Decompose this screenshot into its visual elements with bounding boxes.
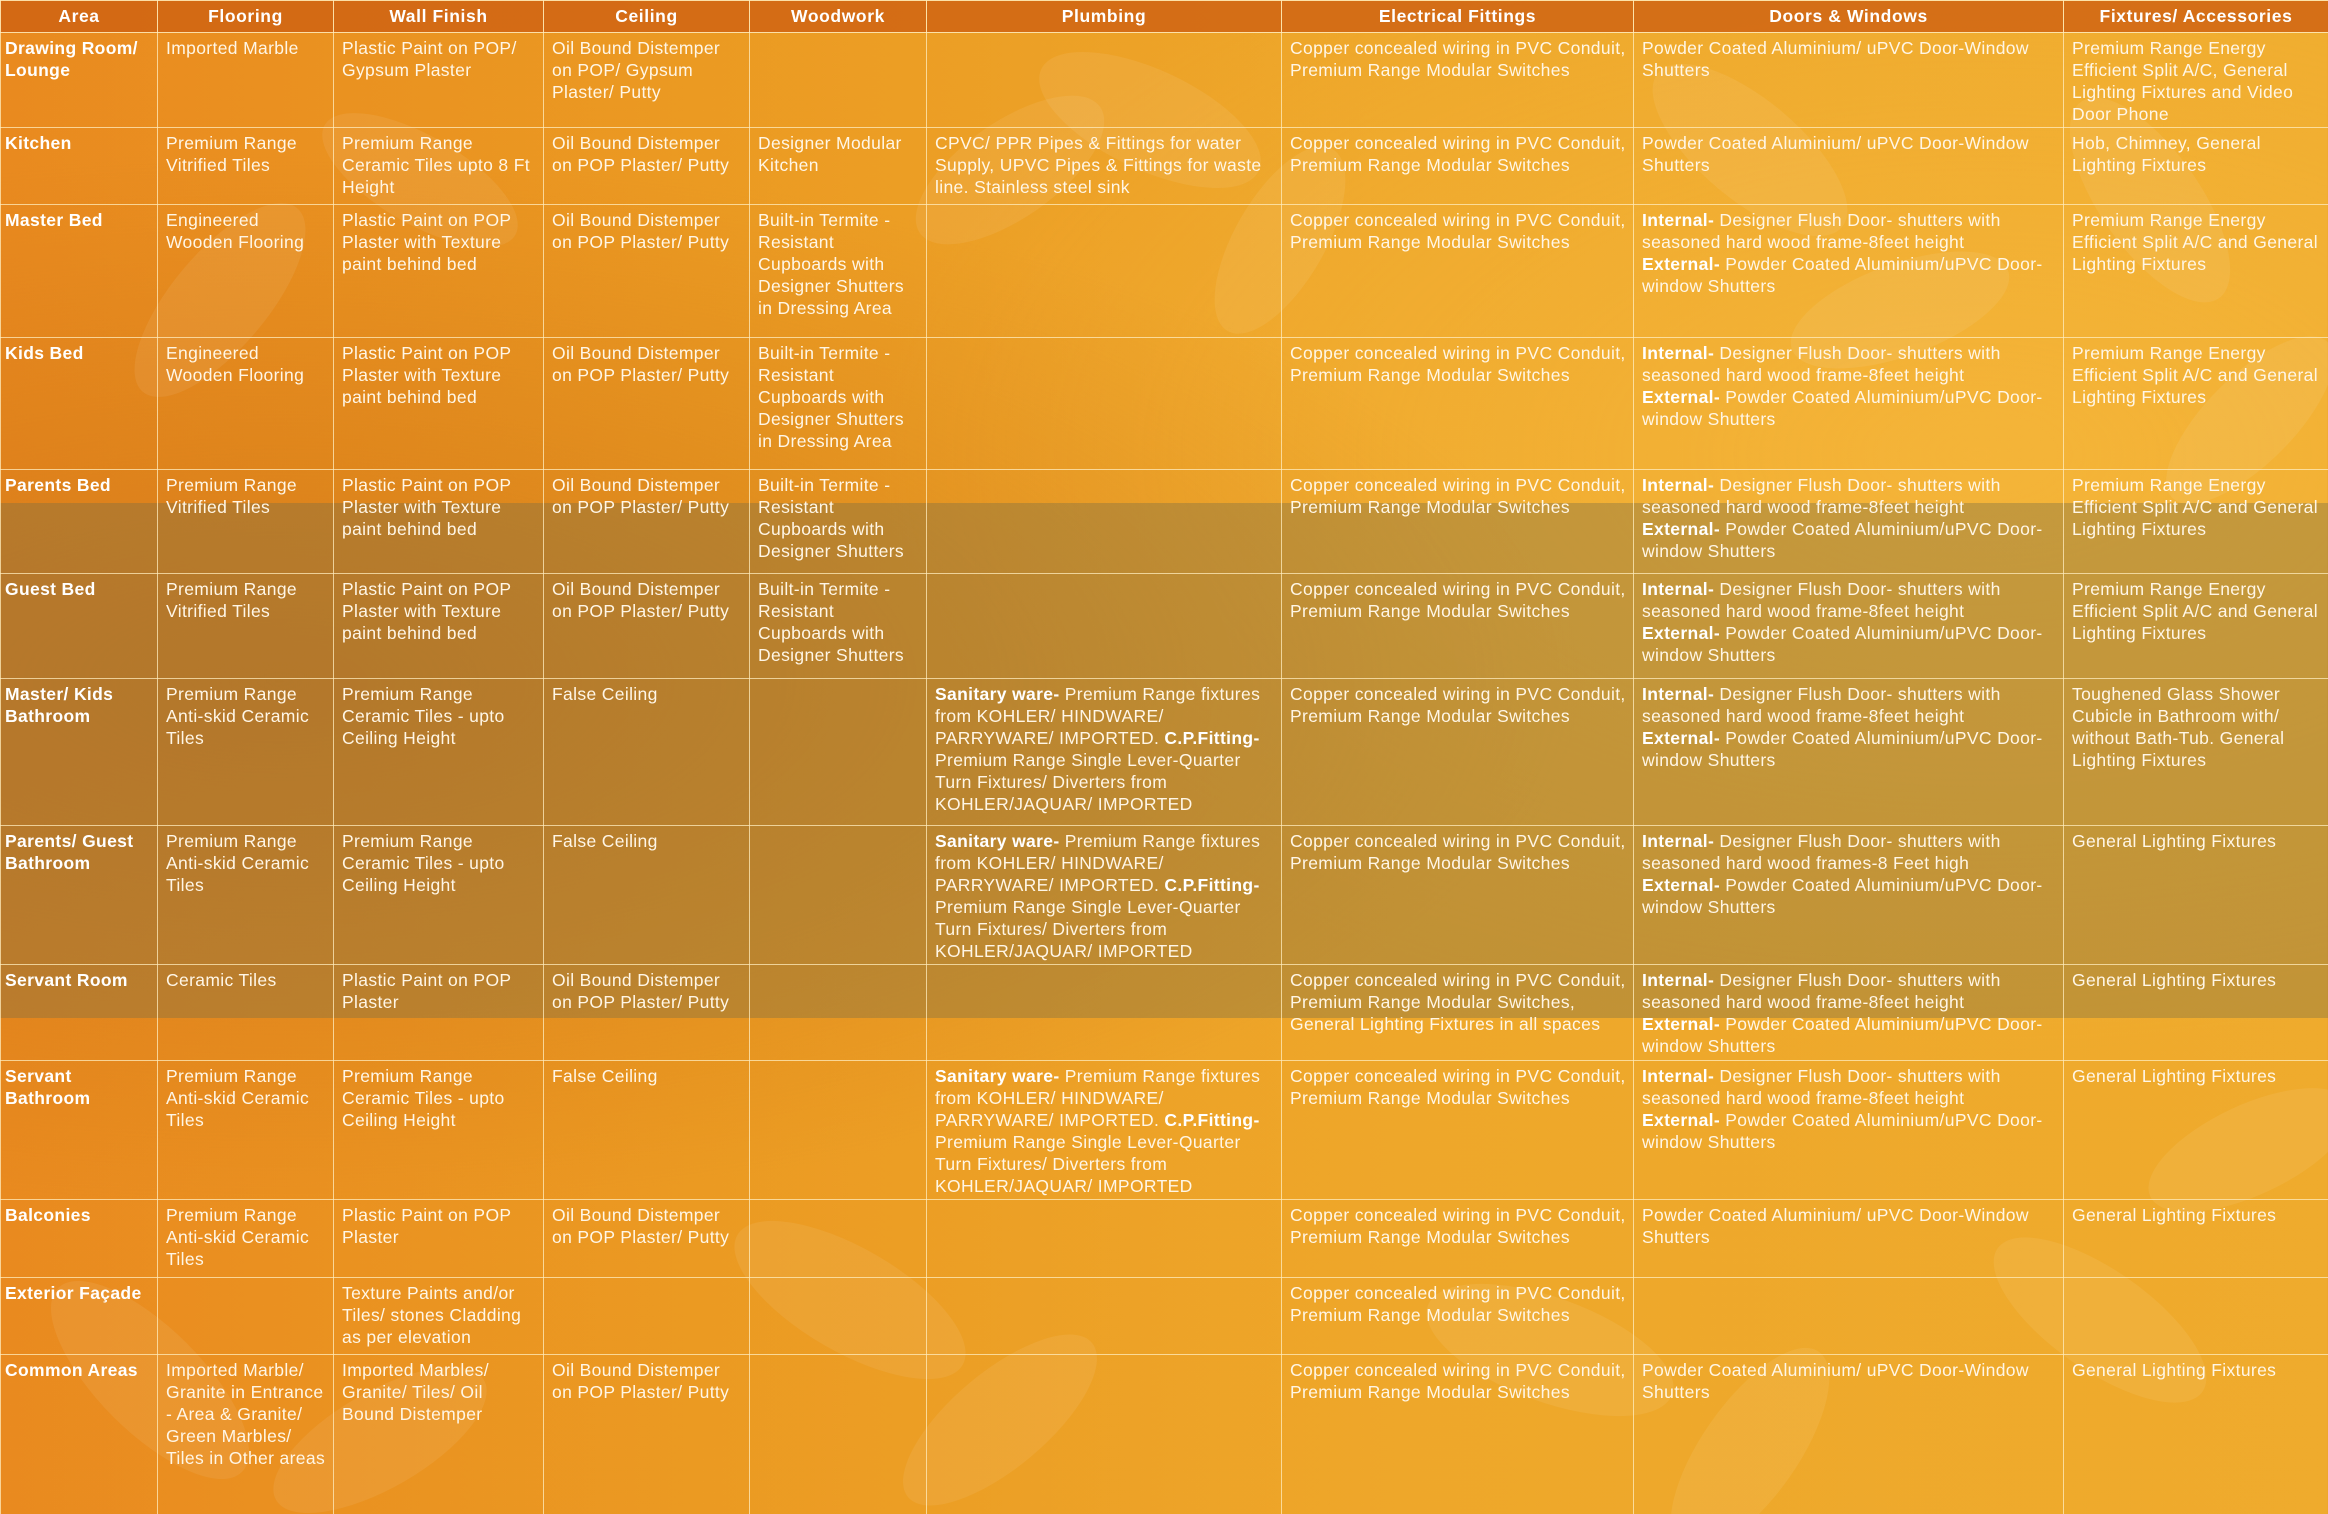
doors-text: Powder Coated Aluminium/uPVC Door-window Shutters (1642, 623, 2043, 665)
doors-label: Internal- (1642, 475, 1715, 495)
ceiling-cell: Oil Bound Distemper on POP Plaster/ Putty (544, 338, 750, 470)
doors-label: Internal- (1642, 343, 1715, 363)
doors-text: Powder Coated Aluminium/uPVC Door-window Shutters (1642, 387, 2043, 429)
area-cell: Parents/ Guest Bathroom (1, 826, 158, 965)
doors-label: External- (1642, 875, 1721, 895)
area-cell: Master/ Kids Bathroom (1, 679, 158, 826)
plumbing-cell (927, 574, 1282, 679)
woodwork-cell: Built-in Termite - Resistant Cupboards with Designer Shutters in Dressing Area (750, 205, 927, 338)
electrical-cell: Copper concealed wiring in PVC Conduit, Premium Range Modular Switches (1282, 1061, 1634, 1200)
table-row (1, 470, 2328, 574)
ceiling-cell: Oil Bound Distemper on POP/ Gypsum Plaster/ Putty (544, 33, 750, 128)
table-row (1, 205, 2328, 338)
flooring-cell: Ceramic Tiles (158, 965, 334, 1061)
area-cell: Guest Bed (1, 574, 158, 679)
table-row (1, 1278, 2328, 1355)
table-row (1, 574, 2328, 679)
header-electrical-fittings: Electrical Fittings (1282, 1, 1634, 33)
area-cell: Exterior Façade (1, 1278, 158, 1355)
table-row (1, 128, 2328, 205)
doors-windows-cell (1634, 1355, 2064, 1514)
wall-finish-cell: Plastic Paint on POP Plaster with Texture paint behind bed (334, 338, 544, 470)
wall-finish-cell: Premium Range Ceramic Tiles - upto Ceiling Height (334, 679, 544, 826)
electrical-cell: Copper concealed wiring in PVC Conduit, Premium Range Modular Switches (1282, 338, 1634, 470)
doors-text: Powder Coated Aluminium/ uPVC Door-Window Shutters (1642, 133, 2029, 175)
wall-finish-cell: Plastic Paint on POP Plaster with Texture paint behind bed (334, 574, 544, 679)
ceiling-cell: False Ceiling (544, 826, 750, 965)
flooring-cell: Premium Range Vitrified Tiles (158, 574, 334, 679)
electrical-cell: Copper concealed wiring in PVC Conduit, Premium Range Modular Switches (1282, 470, 1634, 574)
ceiling-cell: Oil Bound Distemper on POP Plaster/ Putty (544, 205, 750, 338)
header-doors-windows: Doors & Windows (1634, 1, 2064, 33)
fixtures-cell: Toughened Glass Shower Cubicle in Bathroom with/ without Bath-Tub. General Lighting Fixtures (2064, 679, 2328, 826)
plumbing-cell (927, 33, 1282, 128)
wall-finish-cell: Imported Marbles/ Granite/ Tiles/ Oil Bound Distemper (334, 1355, 544, 1514)
electrical-cell: Copper concealed wiring in PVC Conduit, Premium Range Modular Switches (1282, 33, 1634, 128)
plumbing-label: C.P.Fitting- (1164, 1110, 1260, 1130)
plumbing-cell (927, 338, 1282, 470)
wall-finish-cell: Plastic Paint on POP Plaster (334, 1200, 544, 1278)
fixtures-cell: Premium Range Energy Efficient Split A/C, General Lighting Fixtures and Video Door Phone (2064, 33, 2328, 128)
wall-finish-cell: Plastic Paint on POP/ Gypsum Plaster (334, 33, 544, 128)
plumbing-text: Premium Range Single Lever-Quarter Turn Fixtures/ Diverters from KOHLER/JAQUAR/ IMPORTED (935, 750, 1241, 814)
electrical-cell: Copper concealed wiring in PVC Conduit, Premium Range Modular Switches, General Lighting Fixtures in all spaces (1282, 965, 1634, 1061)
ceiling-cell: Oil Bound Distemper on POP Plaster/ Putty (544, 1355, 750, 1514)
ceiling-cell: False Ceiling (544, 679, 750, 826)
header-fixtures-accessories: Fixtures/ Accessories (2064, 1, 2328, 33)
doors-windows-cell (1634, 679, 2064, 826)
table-row (1, 33, 2328, 128)
fixtures-cell: General Lighting Fixtures (2064, 1200, 2328, 1278)
plumbing-cell (927, 1278, 1282, 1355)
table-row (1, 679, 2328, 826)
table-row (1, 1061, 2328, 1200)
electrical-cell: Copper concealed wiring in PVC Conduit, Premium Range Modular Switches (1282, 1355, 1634, 1514)
header-row (1, 1, 2328, 33)
wall-finish-cell: Plastic Paint on POP Plaster with Texture paint behind bed (334, 470, 544, 574)
area-cell: Kitchen (1, 128, 158, 205)
header-wall-finish: Wall Finish (334, 1, 544, 33)
ceiling-cell: False Ceiling (544, 1061, 750, 1200)
wall-finish-cell: Premium Range Ceramic Tiles - upto Ceiling Height (334, 826, 544, 965)
flooring-cell: Imported Marble (158, 33, 334, 128)
doors-windows-cell (1634, 574, 2064, 679)
area-cell: Drawing Room/ Lounge (1, 33, 158, 128)
flooring-cell: Engineered Wooden Flooring (158, 205, 334, 338)
doors-text: Designer Flush Door- shutters with seasoned hard wood frame-8feet height (1642, 684, 2001, 726)
electrical-cell: Copper concealed wiring in PVC Conduit, Premium Range Modular Switches (1282, 1278, 1634, 1355)
plumbing-cell (927, 965, 1282, 1061)
flooring-cell: Premium Range Anti-skid Ceramic Tiles (158, 826, 334, 965)
plumbing-cell (927, 1061, 1282, 1200)
wall-finish-cell: Texture Paints and/or Tiles/ stones Cladding as per elevation (334, 1278, 544, 1355)
doors-text: Designer Flush Door- shutters with seasoned hard wood frames-8 Feet high (1642, 831, 2001, 873)
ceiling-cell: Oil Bound Distemper on POP Plaster/ Putty (544, 965, 750, 1061)
doors-windows-cell (1634, 128, 2064, 205)
doors-text: Powder Coated Aluminium/uPVC Door-window Shutters (1642, 1110, 2043, 1152)
header-woodwork: Woodwork (750, 1, 927, 33)
wall-finish-cell: Plastic Paint on POP Plaster with Texture paint behind bed (334, 205, 544, 338)
plumbing-cell (927, 1355, 1282, 1514)
flooring-cell: Premium Range Anti-skid Ceramic Tiles (158, 1200, 334, 1278)
fixtures-cell: General Lighting Fixtures (2064, 1355, 2328, 1514)
plumbing-label: Sanitary ware- (935, 684, 1060, 704)
fixtures-cell: Premium Range Energy Efficient Split A/C and General Lighting Fixtures (2064, 574, 2328, 679)
wall-finish-cell: Premium Range Ceramic Tiles upto 8 Ft Height (334, 128, 544, 205)
doors-text: Powder Coated Aluminium/uPVC Door-window Shutters (1642, 1014, 2043, 1056)
doors-text: Designer Flush Door- shutters with seasoned hard wood frame-8feet height (1642, 579, 2001, 621)
doors-label: Internal- (1642, 1066, 1715, 1086)
header-area: Area (1, 1, 158, 33)
doors-windows-cell (1634, 1200, 2064, 1278)
doors-label: Internal- (1642, 970, 1715, 990)
electrical-cell: Copper concealed wiring in PVC Conduit, Premium Range Modular Switches (1282, 1200, 1634, 1278)
woodwork-cell (750, 1200, 927, 1278)
flooring-cell: Premium Range Vitrified Tiles (158, 128, 334, 205)
ceiling-cell: Oil Bound Distemper on POP Plaster/ Putty (544, 470, 750, 574)
electrical-cell: Copper concealed wiring in PVC Conduit, Premium Range Modular Switches (1282, 679, 1634, 826)
area-cell: Balconies (1, 1200, 158, 1278)
doors-text: Designer Flush Door- shutters with seasoned hard wood frame-8feet height (1642, 970, 2001, 1012)
plumbing-text: Premium Range fixtures from KOHLER/ HINDWARE/ PARRYWARE/ IMPORTED. (935, 1066, 1261, 1130)
doors-windows-cell (1634, 470, 2064, 574)
doors-text: Powder Coated Aluminium/uPVC Door-window Shutters (1642, 254, 2043, 296)
flooring-cell: Engineered Wooden Flooring (158, 338, 334, 470)
plumbing-text: Premium Range Single Lever-Quarter Turn Fixtures/ Diverters from KOHLER/JAQUAR/ IMPORTED (935, 897, 1241, 961)
table-row (1, 1355, 2328, 1514)
doors-label: External- (1642, 254, 1721, 274)
woodwork-cell (750, 965, 927, 1061)
doors-label: External- (1642, 1110, 1721, 1130)
woodwork-cell (750, 33, 927, 128)
woodwork-cell: Designer Modular Kitchen (750, 128, 927, 205)
ceiling-cell (544, 1278, 750, 1355)
doors-windows-cell (1634, 1278, 2064, 1355)
plumbing-cell (927, 1200, 1282, 1278)
electrical-cell: Copper concealed wiring in PVC Conduit, Premium Range Modular Switches (1282, 826, 1634, 965)
header-flooring: Flooring (158, 1, 334, 33)
plumbing-cell (927, 205, 1282, 338)
plumbing-cell (927, 679, 1282, 826)
doors-windows-cell (1634, 1061, 2064, 1200)
doors-label: Internal- (1642, 831, 1715, 851)
fixtures-cell: Hob, Chimney, General Lighting Fixtures (2064, 128, 2328, 205)
area-cell: Kids Bed (1, 338, 158, 470)
woodwork-cell (750, 1061, 927, 1200)
doors-windows-cell (1634, 826, 2064, 965)
doors-text: Powder Coated Aluminium/ uPVC Door-Window Shutters (1642, 1205, 2029, 1247)
area-cell: Common Areas (1, 1355, 158, 1514)
doors-text: Designer Flush Door- shutters with seasoned hard wood frame-8feet height (1642, 343, 2001, 385)
doors-text: Powder Coated Aluminium/uPVC Door-window Shutters (1642, 875, 2043, 917)
woodwork-cell: Built-in Termite - Resistant Cupboards with Designer Shutters (750, 574, 927, 679)
doors-label: Internal- (1642, 684, 1715, 704)
doors-text: Powder Coated Aluminium/ uPVC Door-Window Shutters (1642, 1360, 2029, 1402)
doors-label: Internal- (1642, 210, 1715, 230)
doors-text: Designer Flush Door- shutters with seasoned hard wood frame-8feet height (1642, 210, 2001, 252)
plumbing-cell (927, 826, 1282, 965)
doors-label: External- (1642, 1014, 1721, 1034)
table-row (1, 338, 2328, 470)
table-row (1, 826, 2328, 965)
fixtures-cell: General Lighting Fixtures (2064, 965, 2328, 1061)
header-ceiling: Ceiling (544, 1, 750, 33)
doors-text: Powder Coated Aluminium/uPVC Door-window Shutters (1642, 519, 2043, 561)
doors-label: External- (1642, 623, 1721, 643)
ceiling-cell: Oil Bound Distemper on POP Plaster/ Putty (544, 128, 750, 205)
woodwork-cell (750, 1278, 927, 1355)
flooring-cell: Premium Range Vitrified Tiles (158, 470, 334, 574)
area-cell: Servant Bathroom (1, 1061, 158, 1200)
woodwork-cell (750, 1355, 927, 1514)
ceiling-cell: Oil Bound Distemper on POP Plaster/ Putty (544, 1200, 750, 1278)
plumbing-label: Sanitary ware- (935, 1066, 1060, 1086)
plumbing-text: Premium Range fixtures from KOHLER/ HINDWARE/ PARRYWARE/ IMPORTED. (935, 831, 1261, 895)
doors-windows-cell (1634, 33, 2064, 128)
fixtures-cell: Premium Range Energy Efficient Split A/C and General Lighting Fixtures (2064, 470, 2328, 574)
flooring-cell: Premium Range Anti-skid Ceramic Tiles (158, 679, 334, 826)
doors-label: External- (1642, 728, 1721, 748)
doors-label: Internal- (1642, 579, 1715, 599)
doors-text: Powder Coated Aluminium/ uPVC Door-Window Shutters (1642, 38, 2029, 80)
area-cell: Parents Bed (1, 470, 158, 574)
fixtures-cell (2064, 1278, 2328, 1355)
table-row (1, 965, 2328, 1061)
electrical-cell: Copper concealed wiring in PVC Conduit, Premium Range Modular Switches (1282, 128, 1634, 205)
woodwork-cell (750, 826, 927, 965)
fixtures-cell: Premium Range Energy Efficient Split A/C and General Lighting Fixtures (2064, 338, 2328, 470)
plumbing-label: C.P.Fitting- (1164, 728, 1260, 748)
ceiling-cell: Oil Bound Distemper on POP Plaster/ Putty (544, 574, 750, 679)
electrical-cell: Copper concealed wiring in PVC Conduit, Premium Range Modular Switches (1282, 574, 1634, 679)
flooring-cell (158, 1278, 334, 1355)
plumbing-cell (927, 128, 1282, 205)
electrical-cell: Copper concealed wiring in PVC Conduit, Premium Range Modular Switches (1282, 205, 1634, 338)
area-cell: Servant Room (1, 965, 158, 1061)
header-plumbing: Plumbing (927, 1, 1282, 33)
doors-windows-cell (1634, 205, 2064, 338)
plumbing-label: C.P.Fitting- (1164, 875, 1260, 895)
fixtures-cell: General Lighting Fixtures (2064, 826, 2328, 965)
wall-finish-cell: Plastic Paint on POP Plaster (334, 965, 544, 1061)
woodwork-cell: Built-in Termite - Resistant Cupboards with Designer Shutters in Dressing Area (750, 338, 927, 470)
fixtures-cell: General Lighting Fixtures (2064, 1061, 2328, 1200)
wall-finish-cell: Premium Range Ceramic Tiles - upto Ceiling Height (334, 1061, 544, 1200)
plumbing-label: Sanitary ware- (935, 831, 1060, 851)
plumbing-text: Premium Range fixtures from KOHLER/ HINDWARE/ PARRYWARE/ IMPORTED. (935, 684, 1261, 748)
doors-text: Designer Flush Door- shutters with seasoned hard wood frame-8feet height (1642, 1066, 2001, 1108)
flooring-cell: Imported Marble/ Granite in Entrance - Area & Granite/ Green Marbles/ Tiles in Other areas (158, 1355, 334, 1514)
doors-windows-cell (1634, 965, 2064, 1061)
flooring-cell: Premium Range Anti-skid Ceramic Tiles (158, 1061, 334, 1200)
doors-label: External- (1642, 519, 1721, 539)
plumbing-text: Premium Range Single Lever-Quarter Turn Fixtures/ Diverters from KOHLER/JAQUAR/ IMPORTED (935, 1132, 1241, 1196)
fixtures-cell: Premium Range Energy Efficient Split A/C and General Lighting Fixtures (2064, 205, 2328, 338)
table-row (1, 1200, 2328, 1278)
plumbing-text: CPVC/ PPR Pipes & Fittings for water Supply, UPVC Pipes & Fittings for waste line. Stainless steel sink (935, 133, 1262, 197)
area-cell: Master Bed (1, 205, 158, 338)
doors-text: Designer Flush Door- shutters with seasoned hard wood frame-8feet height (1642, 475, 2001, 517)
woodwork-cell (750, 679, 927, 826)
doors-windows-cell (1634, 338, 2064, 470)
doors-label: External- (1642, 387, 1721, 407)
doors-text: Powder Coated Aluminium/uPVC Door-window Shutters (1642, 728, 2043, 770)
plumbing-cell (927, 470, 1282, 574)
woodwork-cell: Built-in Termite - Resistant Cupboards with Designer Shutters (750, 470, 927, 574)
